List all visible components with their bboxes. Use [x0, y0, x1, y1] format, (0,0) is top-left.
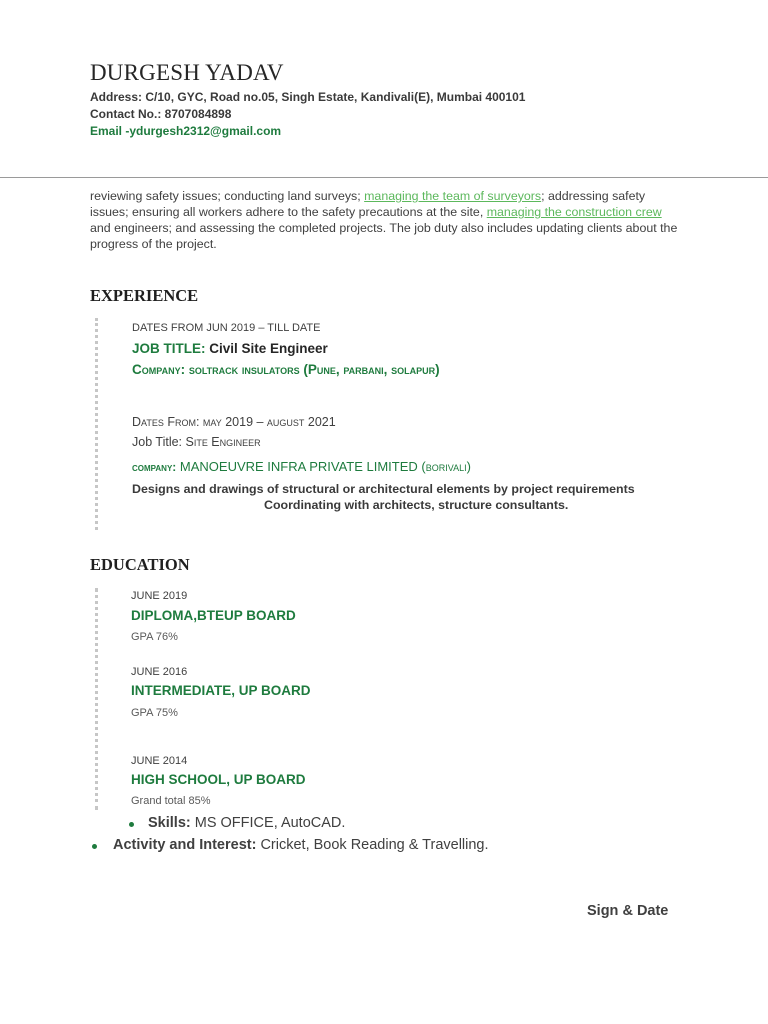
job2-title-label: Job Title: — [132, 435, 186, 449]
header-divider — [0, 177, 768, 178]
summary-paragraph — [90, 188, 680, 252]
job1-title-label: JOB TITLE: — [132, 341, 206, 356]
sign-date: Sign & Date — [587, 903, 669, 919]
edu-title: INTERMEDIATE, UP BOARD — [131, 683, 311, 698]
job2-title — [132, 435, 261, 449]
job2-company-end: ) — [466, 459, 471, 474]
summary-text-1: reviewing safety issues; conducting land surveys; — [90, 189, 365, 203]
activity-label: Activity and Interest: — [113, 837, 257, 853]
summary-text-2: ; addressing safety issues; ensuring all workers adhere to the safety precautions at the site, — [90, 189, 646, 219]
address-line: Address: C/10, GYC, Road no.05, Singh Estate, Kandivali(E), Mumbai 400101 — [90, 90, 526, 104]
job2-desc-1: Designs and drawings of structural or architectural elements by project requirements — [132, 482, 635, 496]
experience-heading: EXPERIENCE — [90, 286, 199, 305]
job2-company-value: MANOEUVRE INFRA PRIVATE LIMITED ( — [176, 459, 426, 474]
activity-line — [113, 837, 489, 853]
job2-description — [132, 481, 652, 513]
edu-title: HIGH SCHOOL, UP BOARD — [131, 772, 306, 787]
email-line[interactable]: Email -ydurgesh2312@gmail.com — [90, 124, 282, 138]
job2-title-value: Site Engineer — [185, 435, 261, 449]
edu-title: DIPLOMA,BTEUP BOARD — [131, 608, 296, 623]
job2-company-label: company: — [132, 460, 177, 474]
activity-value: Cricket, Book Reading & Travelling. — [256, 837, 489, 853]
edu-date: JUNE 2016 — [131, 666, 188, 678]
summary-link-construction-crew[interactable]: managing the construction crew — [486, 205, 662, 219]
job2-company — [132, 459, 471, 474]
job1-dates: DATES FROM JUN 2019 – TILL DATE — [132, 322, 321, 334]
candidate-name: DURGESH YADAV — [90, 60, 284, 85]
skills-line — [148, 815, 345, 831]
job1-title — [132, 341, 328, 356]
job2-company-location: borivali — [425, 459, 467, 474]
activity-bullet-icon — [92, 844, 97, 849]
edu-date: JUNE 2019 — [131, 590, 188, 602]
summary-text-3: and engineers; and assessing the completed projects. The job duty also includes updating clients about the progress of the project. — [90, 221, 678, 251]
summary-link-surveyors[interactable]: managing the team of surveyors — [364, 189, 542, 203]
skills-value: MS OFFICE, AutoCAD. — [190, 815, 346, 831]
job2-desc-2: Coordinating with architects, structure consultants. — [264, 498, 569, 512]
education-heading: EDUCATION — [90, 555, 190, 574]
job1-title-value: Civil Site Engineer — [205, 341, 328, 356]
edu-score: GPA 75% — [131, 707, 178, 719]
education-timeline — [95, 588, 98, 810]
job1-company: Company: soltrack insulators (Pune, parbani, solapur) — [132, 362, 440, 377]
skills-label: Skills: — [148, 815, 191, 831]
edu-score: GPA 76% — [131, 631, 178, 643]
contact-line: Contact No.: 8707084898 — [90, 107, 232, 121]
skills-bullet-icon — [129, 822, 134, 827]
edu-date: JUNE 2014 — [131, 755, 188, 767]
experience-timeline — [95, 318, 98, 530]
job2-dates: Dates From: may 2019 – august 2021 — [132, 415, 336, 429]
edu-score: Grand total 85% — [131, 795, 211, 807]
